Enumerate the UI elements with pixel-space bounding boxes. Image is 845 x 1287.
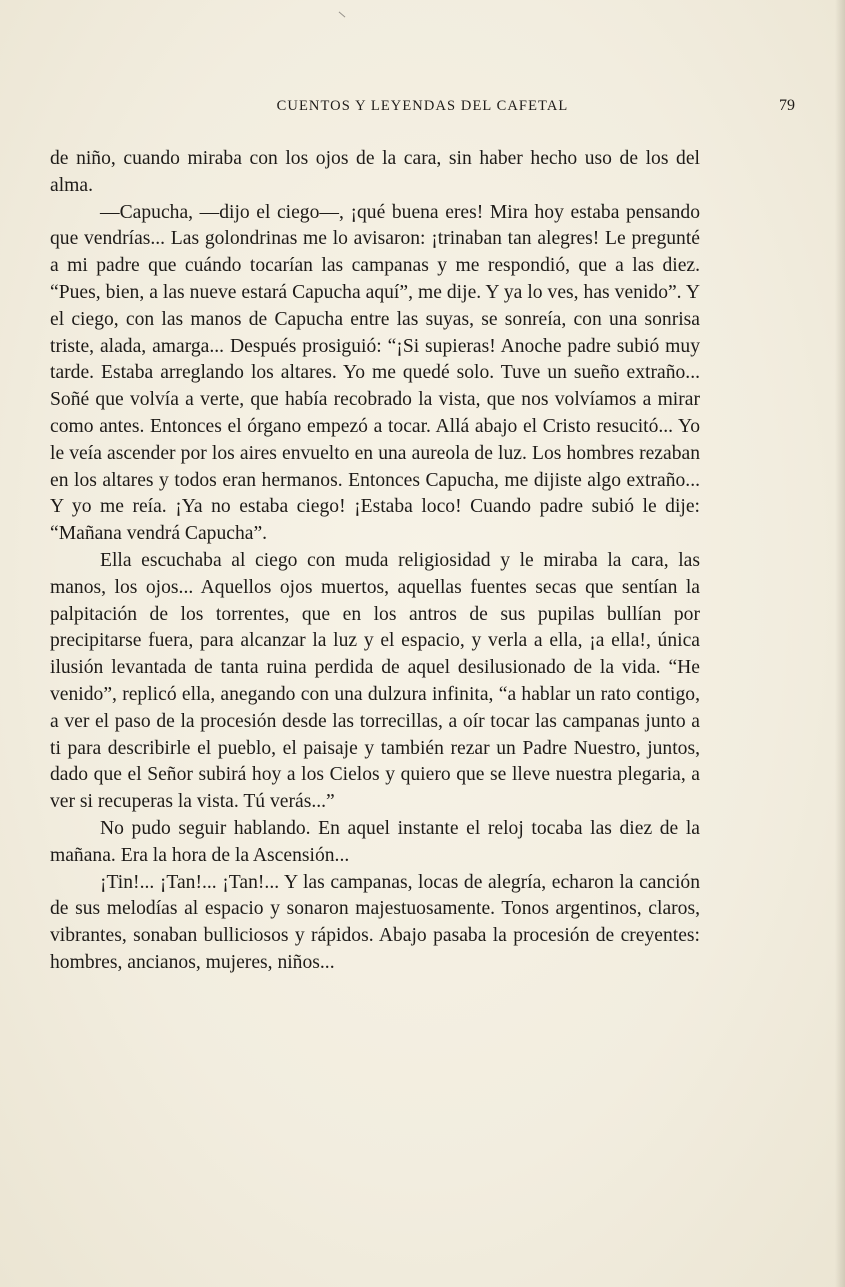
page-number: 79 [779, 97, 795, 114]
paragraph-3: Ella escuchaba al ciego con muda religiosidad y le miraba la cara, las manos, los ojos... Aquellos ojos muertos, aquellas fuentes secas que sentían la palpitación de los torrentes, que en los antros de sus pupilas bullían por precipitarse fuera, para alcanzar la luz y el espacio, y verla a ella, ¡a ella!, única ilusión levantada de tanta ruina perdida de aquel desilusionado de la vida. “He venido”, replicó ella, anegando con una dulzura infinita, “a hablar un rato contigo, a ver el paso de la procesión desde las torrecillas, a oír tocar las campanas junto a ti para describirle el pueblo, el paisaje y también rezar un Padre Nuestro, juntos, dado que el Señor subirá hoy a los Cielos y quiero que se lleve nuestra plegaria, a ver si recuperas la vista. Tú verás...” [50, 549, 700, 813]
paragraph-4: No pudo seguir hablando. En aquel instante el reloj tocaba las diez de la mañana. Era la hora de la Ascensión... [50, 817, 700, 866]
page-edge-shadow [835, 0, 845, 1287]
paragraph-2: —Capucha, —dijo el ciego—, ¡qué buena eres! Mira hoy estaba pensando que vendrías... Las golondrinas me lo avisaron: ¡trinaban tan alegres! Le pregunté a mi padre que cuándo tocarían las campanas y me respondió, que a las diez. “Pues, bien, a las nueve estará Capucha aquí”, me dije. Y ya lo ves, has venido”. Y el ciego, con las manos de Capucha entre las suyas, se sonreía, con una sonrisa triste, alada, amarga... Después prosiguió: “¡Si supieras! Anoche padre subió muy tarde. Estaba arreglando los altares. Yo me quedé solo. Tuve un sueño extraño... Soñé que volvía a verte, que había recobrado la vista, que nos volvíamos a mirar como antes. Entonces el órgano empezó a tocar. Allá abajo el Cristo resucitó... Yo le veía ascender por los aires envuelto en una aureola de luz. Los hombres rezaban en los altares y todos eran hermanos. Entonces Capucha, me dijiste algo extraño... Y yo me reía. ¡Ya no estaba ciego! ¡Estaba loco! Cuando padre subió le dije: “Mañana vendrá Capucha”. [50, 201, 700, 545]
paragraph-5: ¡Tin!... ¡Tan!... ¡Tan!... Y las campanas, locas de alegría, echaron la canción de sus melodías al espacio y sonaron majestuosamente. Tonos argentinos, claros, vibrantes, sonaban bulliciosos y rápidos. Abajo pasaba la procesión de creyentes: hombres, ancianos, mujeres, niños... [50, 871, 700, 973]
scan-mark [339, 12, 346, 18]
running-title: CUENTOS Y LEYENDAS DEL CAFETAL [276, 98, 569, 114]
paragraph-1: de niño, cuando miraba con los ojos de la cara, sin haber hecho uso de los del alma. [50, 148, 700, 196]
page-header [50, 98, 795, 122]
body-text [50, 146, 700, 977]
